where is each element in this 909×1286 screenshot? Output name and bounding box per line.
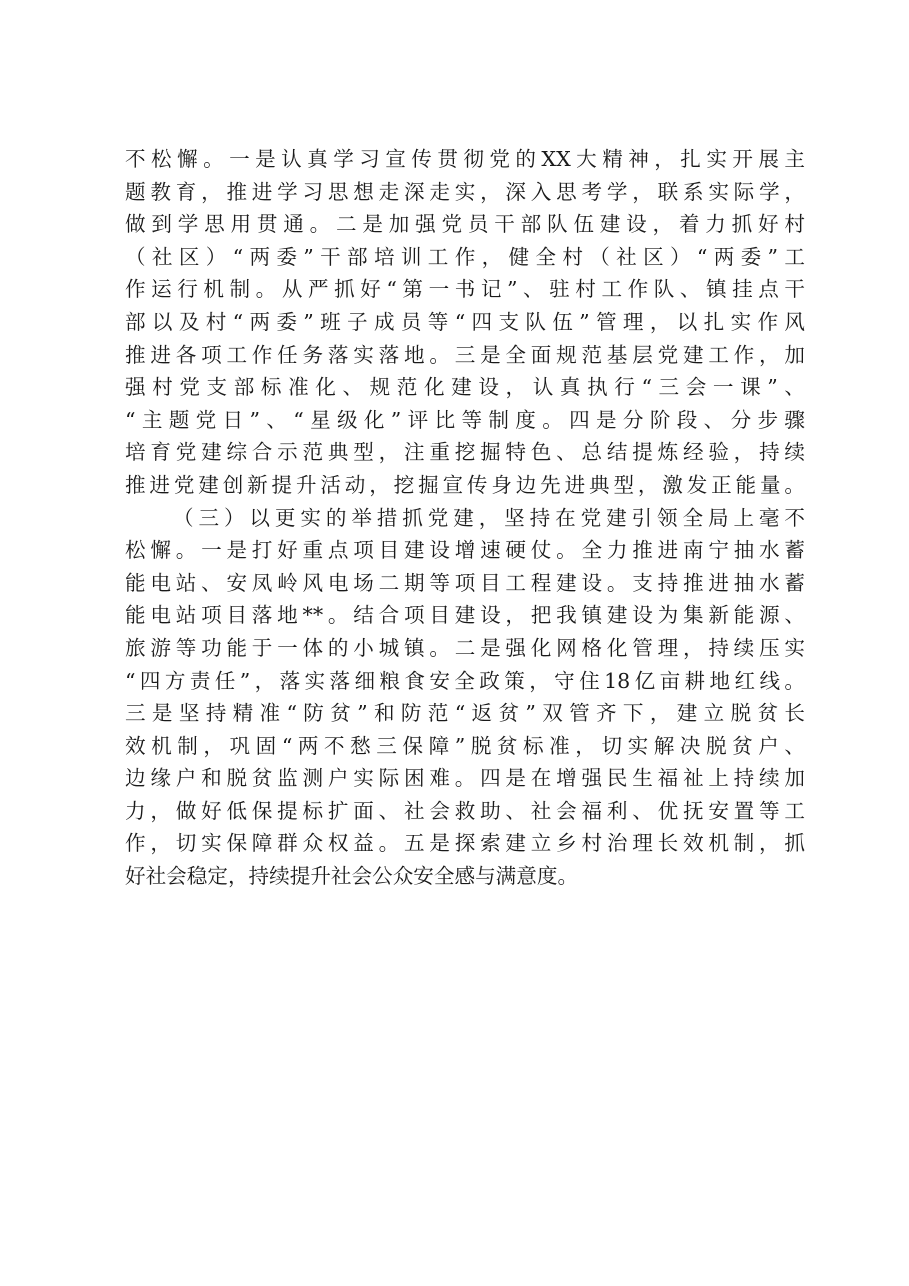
text-line: 培育党建综合示范典型，注重挖掘特色、总结提炼经验，持续 <box>125 440 805 465</box>
text-line: 作，切实保障群众权益。五是探索建立乡村治理长效机制，抓 <box>125 831 805 856</box>
text-line: 作运行机制。从严抓好“第一书记”、驻村工作队、镇挂点干 <box>125 277 805 302</box>
text-line: 做到学思用贯通。二是加强党员干部队伍建设，着力抓好村 <box>125 212 805 237</box>
text-line: “四方责任”，落实落细粮食安全政策，守住18亿亩耕地红线。 <box>125 668 805 693</box>
text-line: 部以及村“两委”班子成员等“四支队伍”管理，以扎实作风 <box>125 309 805 334</box>
text-line: 推进各项工作任务落实落地。三是全面规范基层党建工作，加 <box>125 342 805 367</box>
body-text <box>125 143 805 893</box>
text-line: 力，做好低保提标扩面、社会救助、社会福利、优抚安置等工 <box>125 798 805 823</box>
text-line: 边缘户和脱贫监测户实际困难。四是在增强民生福祉上持续加 <box>125 766 805 791</box>
text-line: 三是坚持精准“防贫”和防范“返贫”双管齐下，建立脱贫长 <box>125 701 805 726</box>
text-line: 题教育，推进学习思想走深走实，深入思考学，联系实际学， <box>125 179 805 204</box>
section-heading-line: （三）以更实的举措抓党建，坚持在党建引领全局上毫不 <box>173 505 805 530</box>
text-line: （社区）“两委”干部培训工作，健全村（社区）“两委”工 <box>125 244 805 269</box>
text-line: 强村党支部标准化、规范化建设，认真执行“三会一课”、 <box>125 375 805 400</box>
text-line-last: 好社会稳定，持续提升社会公众安全感与满意度。 <box>125 864 579 889</box>
text-line: 能电站项目落地**。结合项目建设，把我镇建设为集新能源、 <box>125 603 805 628</box>
text-line: 能电站、安凤岭风电场二期等项目工程建设。支持推进抽水蓄 <box>125 570 805 595</box>
text-line: “主题党日”、“星级化”评比等制度。四是分阶段、分步骤 <box>125 407 805 432</box>
text-line: 旅游等功能于一体的小城镇。二是强化网格化管理，持续压实 <box>125 635 805 660</box>
text-line: 松懈。一是打好重点项目建设增速硬仗。全力推进南宁抽水蓄 <box>125 538 805 563</box>
text-line: 不松懈。一是认真学习宣传贯彻党的XX大精神，扎实开展主 <box>125 147 805 171</box>
text-line: 推进党建创新提升活动，挖掘宣传身边先进典型，激发正能量。 <box>125 472 805 497</box>
text-line: 效机制，巩固“两不愁三保障”脱贫标准，切实解决脱贫户、 <box>125 733 805 758</box>
